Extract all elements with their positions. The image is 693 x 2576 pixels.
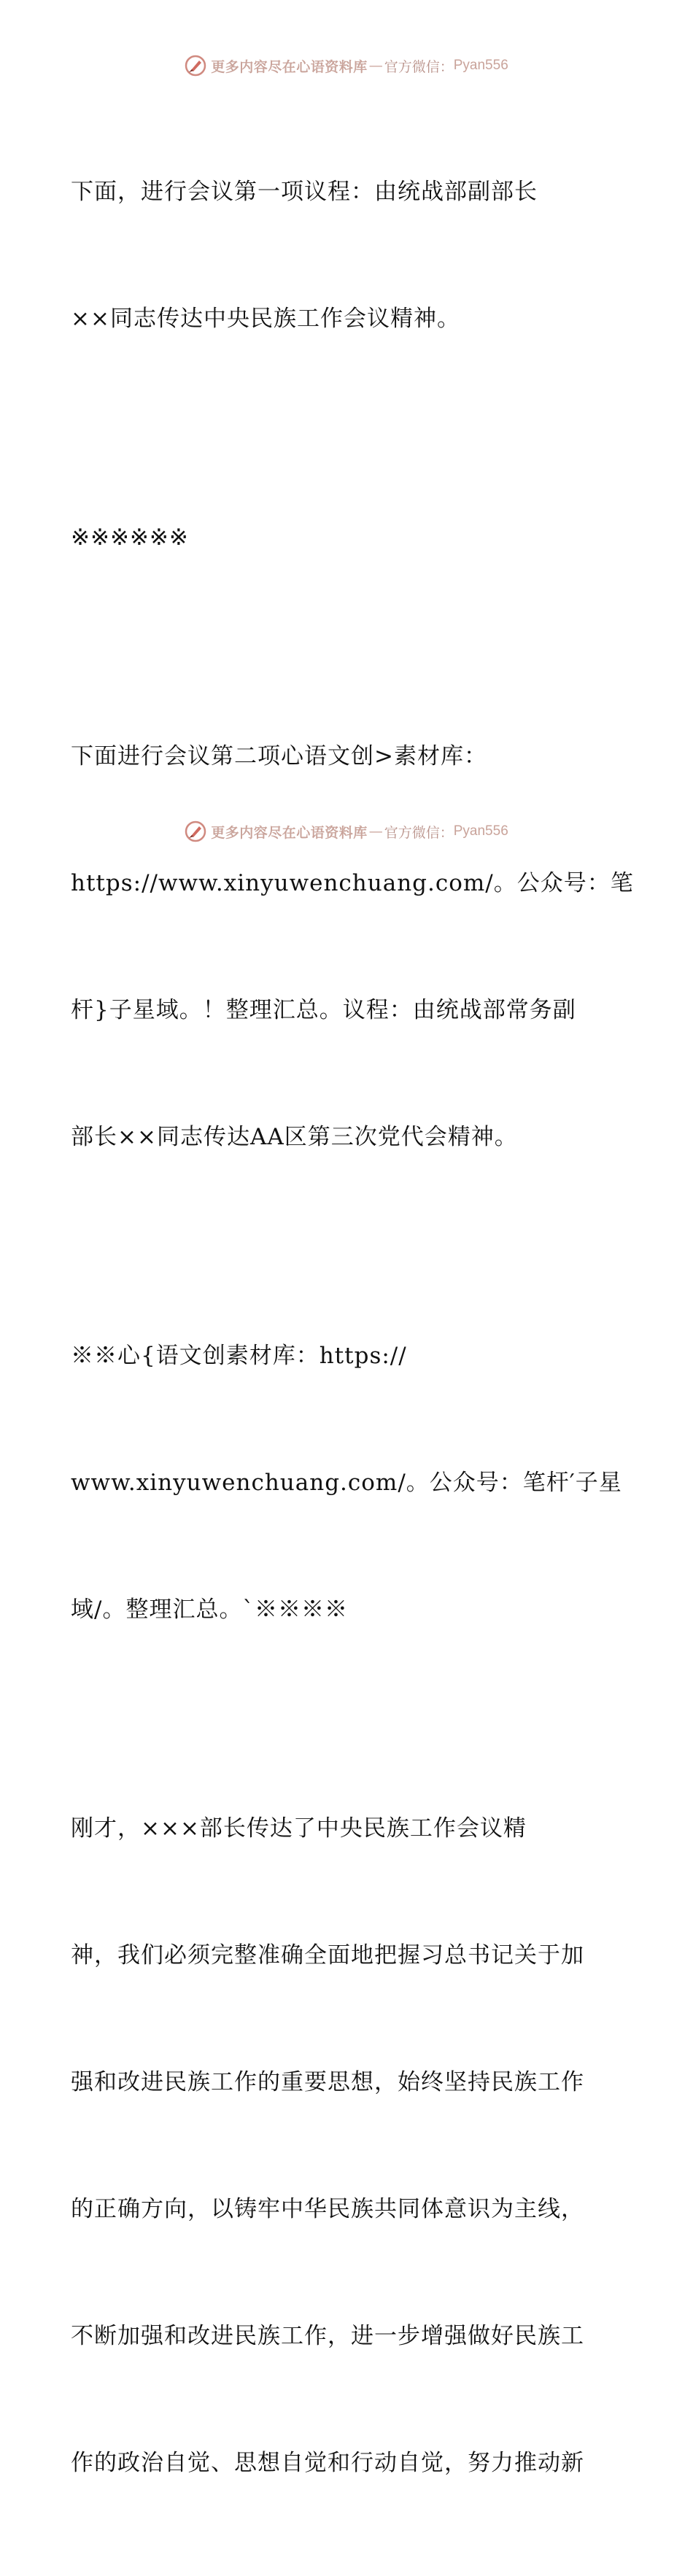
text-line: 域/。整理汇总。`※※※※ [71,1597,348,1623]
text-line: 不断加强和改进民族工作，进一步增强做好民族工 [71,2323,584,2349]
text-line: 刚才，×××部长传达了中央民族工作会议精 [71,1815,527,1842]
text-line: 强和改进民族工作的重要思想，始终坚持民族工作 [71,2069,584,2095]
banner-dash: — [368,58,383,74]
text-line: ※※※※※※ [71,524,189,551]
banner-dash: — [368,823,383,839]
watermark-banner-top [0,51,693,80]
paragraph [71,651,634,1243]
paragraph [71,1723,625,2569]
banner-wechat-id: Pyan556 [453,58,508,73]
banner-official-label: 官方微信： [384,824,454,841]
text-line: 神，我们必须完整准确全面地把握习总书记关于加 [71,1942,584,1968]
pen-logo-icon [185,820,206,842]
banner-text: 更多内容尽在心语资料库 [211,824,368,841]
paragraph [71,432,625,643]
banner-wechat-id: Pyan556 [453,823,508,839]
banner-text: 更多内容尽在心语资料库 [211,58,368,75]
text-line: 下面进行会议第二项心语文创>素材库： [71,743,487,769]
text-line: www.xinyuwenchuang.com/。公众号：笔杆′子星 [71,1470,622,1496]
text-line: 杆}子星域。！整理汇总。议程：由统战部常务副 [71,997,576,1023]
text-line: ××同志传达中央民族工作会议精神。 [71,306,460,332]
text-line: 下面，进行会议第一项议程：由统战部副部长 [71,179,538,205]
banner-official-label: 官方微信： [384,58,454,75]
text-line: https://www.xinyuwenchuang.com/。公众号：笔 [71,870,634,896]
text-line: 作的政治自觉、思想自觉和行动自觉，努力推动新 [71,2450,584,2476]
text-line: ※※心{语文创素材库：https:// [71,1343,407,1369]
paragraph [71,86,625,424]
pen-logo-icon [185,55,206,77]
paragraph [71,1250,625,1715]
text-line: 部长××同志传达AA区第三次党代会精神。 [71,1124,518,1150]
document-body [71,86,634,2576]
text-line: 的正确方向，以铸牢中华民族共同体意识为主线， [71,2196,584,2222]
watermark-banner-bottom [0,817,693,846]
